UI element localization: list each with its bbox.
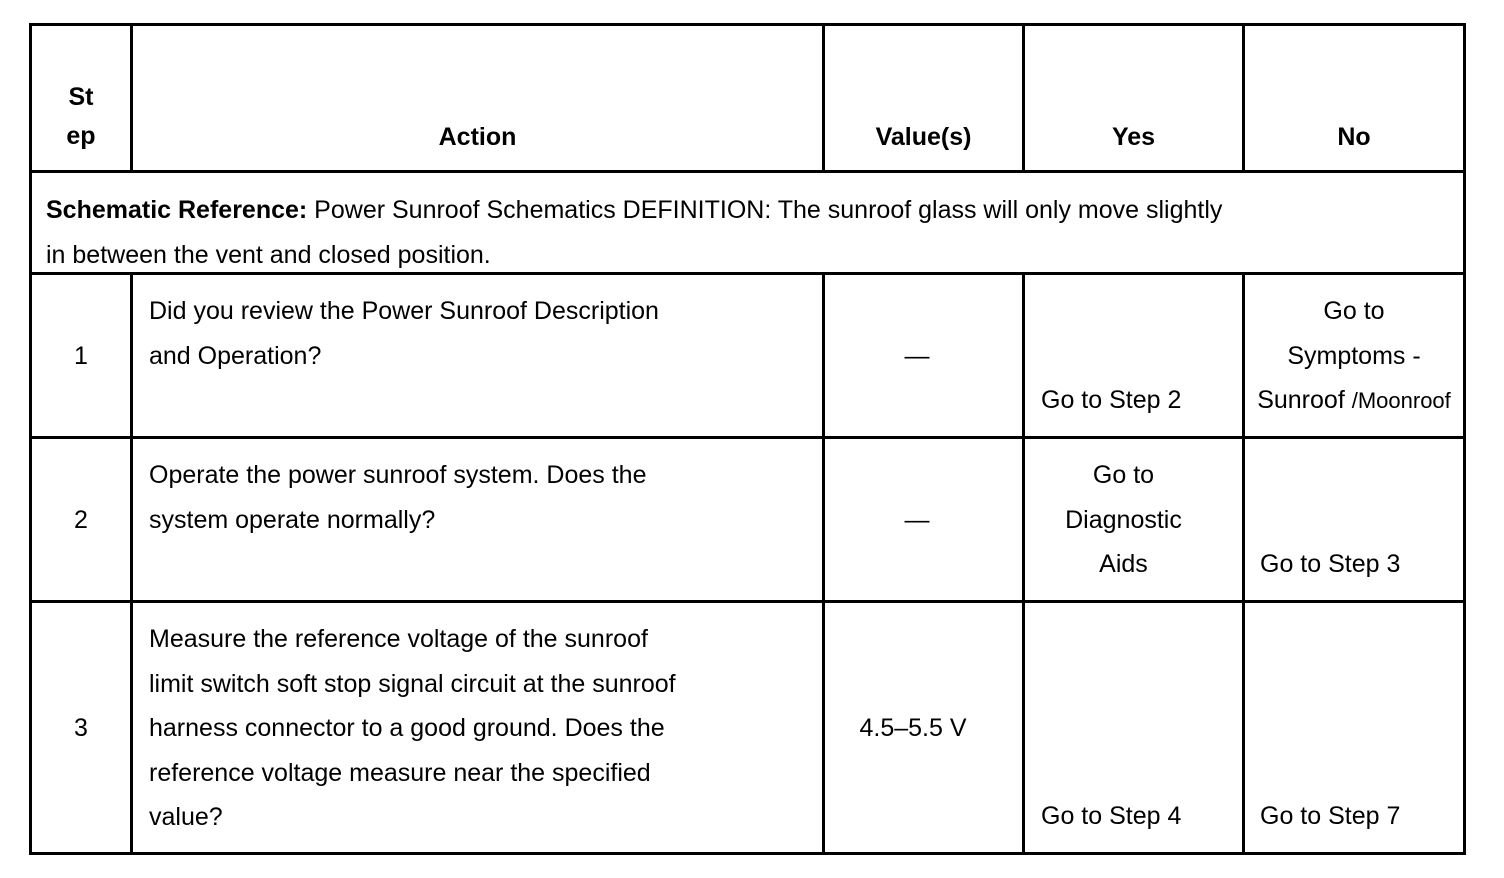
header-action: Action <box>438 123 517 151</box>
row-2-yes-line: Go to <box>1092 461 1155 489</box>
header-step-line1: St <box>68 83 94 111</box>
row-1-no <box>1245 289 1463 424</box>
row-2-step: 2 <box>74 506 88 534</box>
schematic-reference <box>46 188 1446 277</box>
row-3-value: 4.5–5.5 V <box>859 714 967 742</box>
row-1-no-line-3 <box>1245 378 1463 424</box>
row-3-no: Go to Step 7 <box>1260 802 1401 830</box>
row-2-yes-line: Diagnostic <box>1065 505 1182 534</box>
reference-text-2: in between the vent and closed position. <box>46 240 491 269</box>
row-1-no-line: Symptoms - <box>1287 341 1421 370</box>
row-2-divider <box>29 600 1466 603</box>
row-1-no-sunroof: Sunroof <box>1257 386 1352 414</box>
header-step <box>32 78 130 156</box>
row-3-action-line: Measure the reference voltage of the sunroof <box>149 625 648 653</box>
row-2-value: — <box>904 506 930 534</box>
row-1-action <box>149 289 819 378</box>
row-2-action <box>149 453 819 542</box>
row-3-action-line: harness connector to a good ground. Does the <box>149 714 665 742</box>
row-1-action-line: Did you review the Power Sunroof Description <box>149 297 659 325</box>
row-1-no-line: Go to <box>1323 297 1385 325</box>
row-3-yes: Go to Step 4 <box>1041 802 1182 830</box>
header-values: Value(s) <box>875 123 972 151</box>
header-divider <box>29 170 1466 173</box>
header-step-line2: ep <box>66 122 96 150</box>
row-3-action-line: value? <box>149 803 223 831</box>
reference-text-1: Power Sunroof Schematics DEFINITION: The sunroof glass will only move slightly <box>307 196 1223 224</box>
row-3-action-line: reference voltage measure near the specified <box>149 758 651 787</box>
row-1-value: — <box>904 342 930 370</box>
row-3-action-line: limit switch soft stop signal circuit at the sunroof <box>149 669 676 698</box>
row-1-no-moonroof: /Moonroof <box>1351 388 1451 413</box>
diagnostic-table-wrapper <box>29 23 1466 855</box>
row-2-no: Go to Step 3 <box>1260 550 1401 578</box>
row-1-action-line: and Operation? <box>149 341 322 370</box>
row-3-step: 3 <box>74 714 88 742</box>
row-2-action-line: system operate normally? <box>149 505 436 534</box>
header-yes: Yes <box>1111 123 1156 151</box>
reference-line-1 <box>46 188 1446 233</box>
row-2-yes-line: Aids <box>1099 550 1148 578</box>
header-no: No <box>1337 123 1371 151</box>
col-divider-step-body <box>130 272 133 855</box>
row-2-yes <box>1025 453 1222 587</box>
row-1-divider <box>29 436 1466 439</box>
row-3-action <box>149 617 819 840</box>
reference-label: Schematic Reference: <box>46 196 308 224</box>
row-1-step: 1 <box>74 342 88 370</box>
row-2-action-line: Operate the power sunroof system. Does the <box>149 461 647 489</box>
row-1-yes: Go to Step 2 <box>1041 386 1182 414</box>
